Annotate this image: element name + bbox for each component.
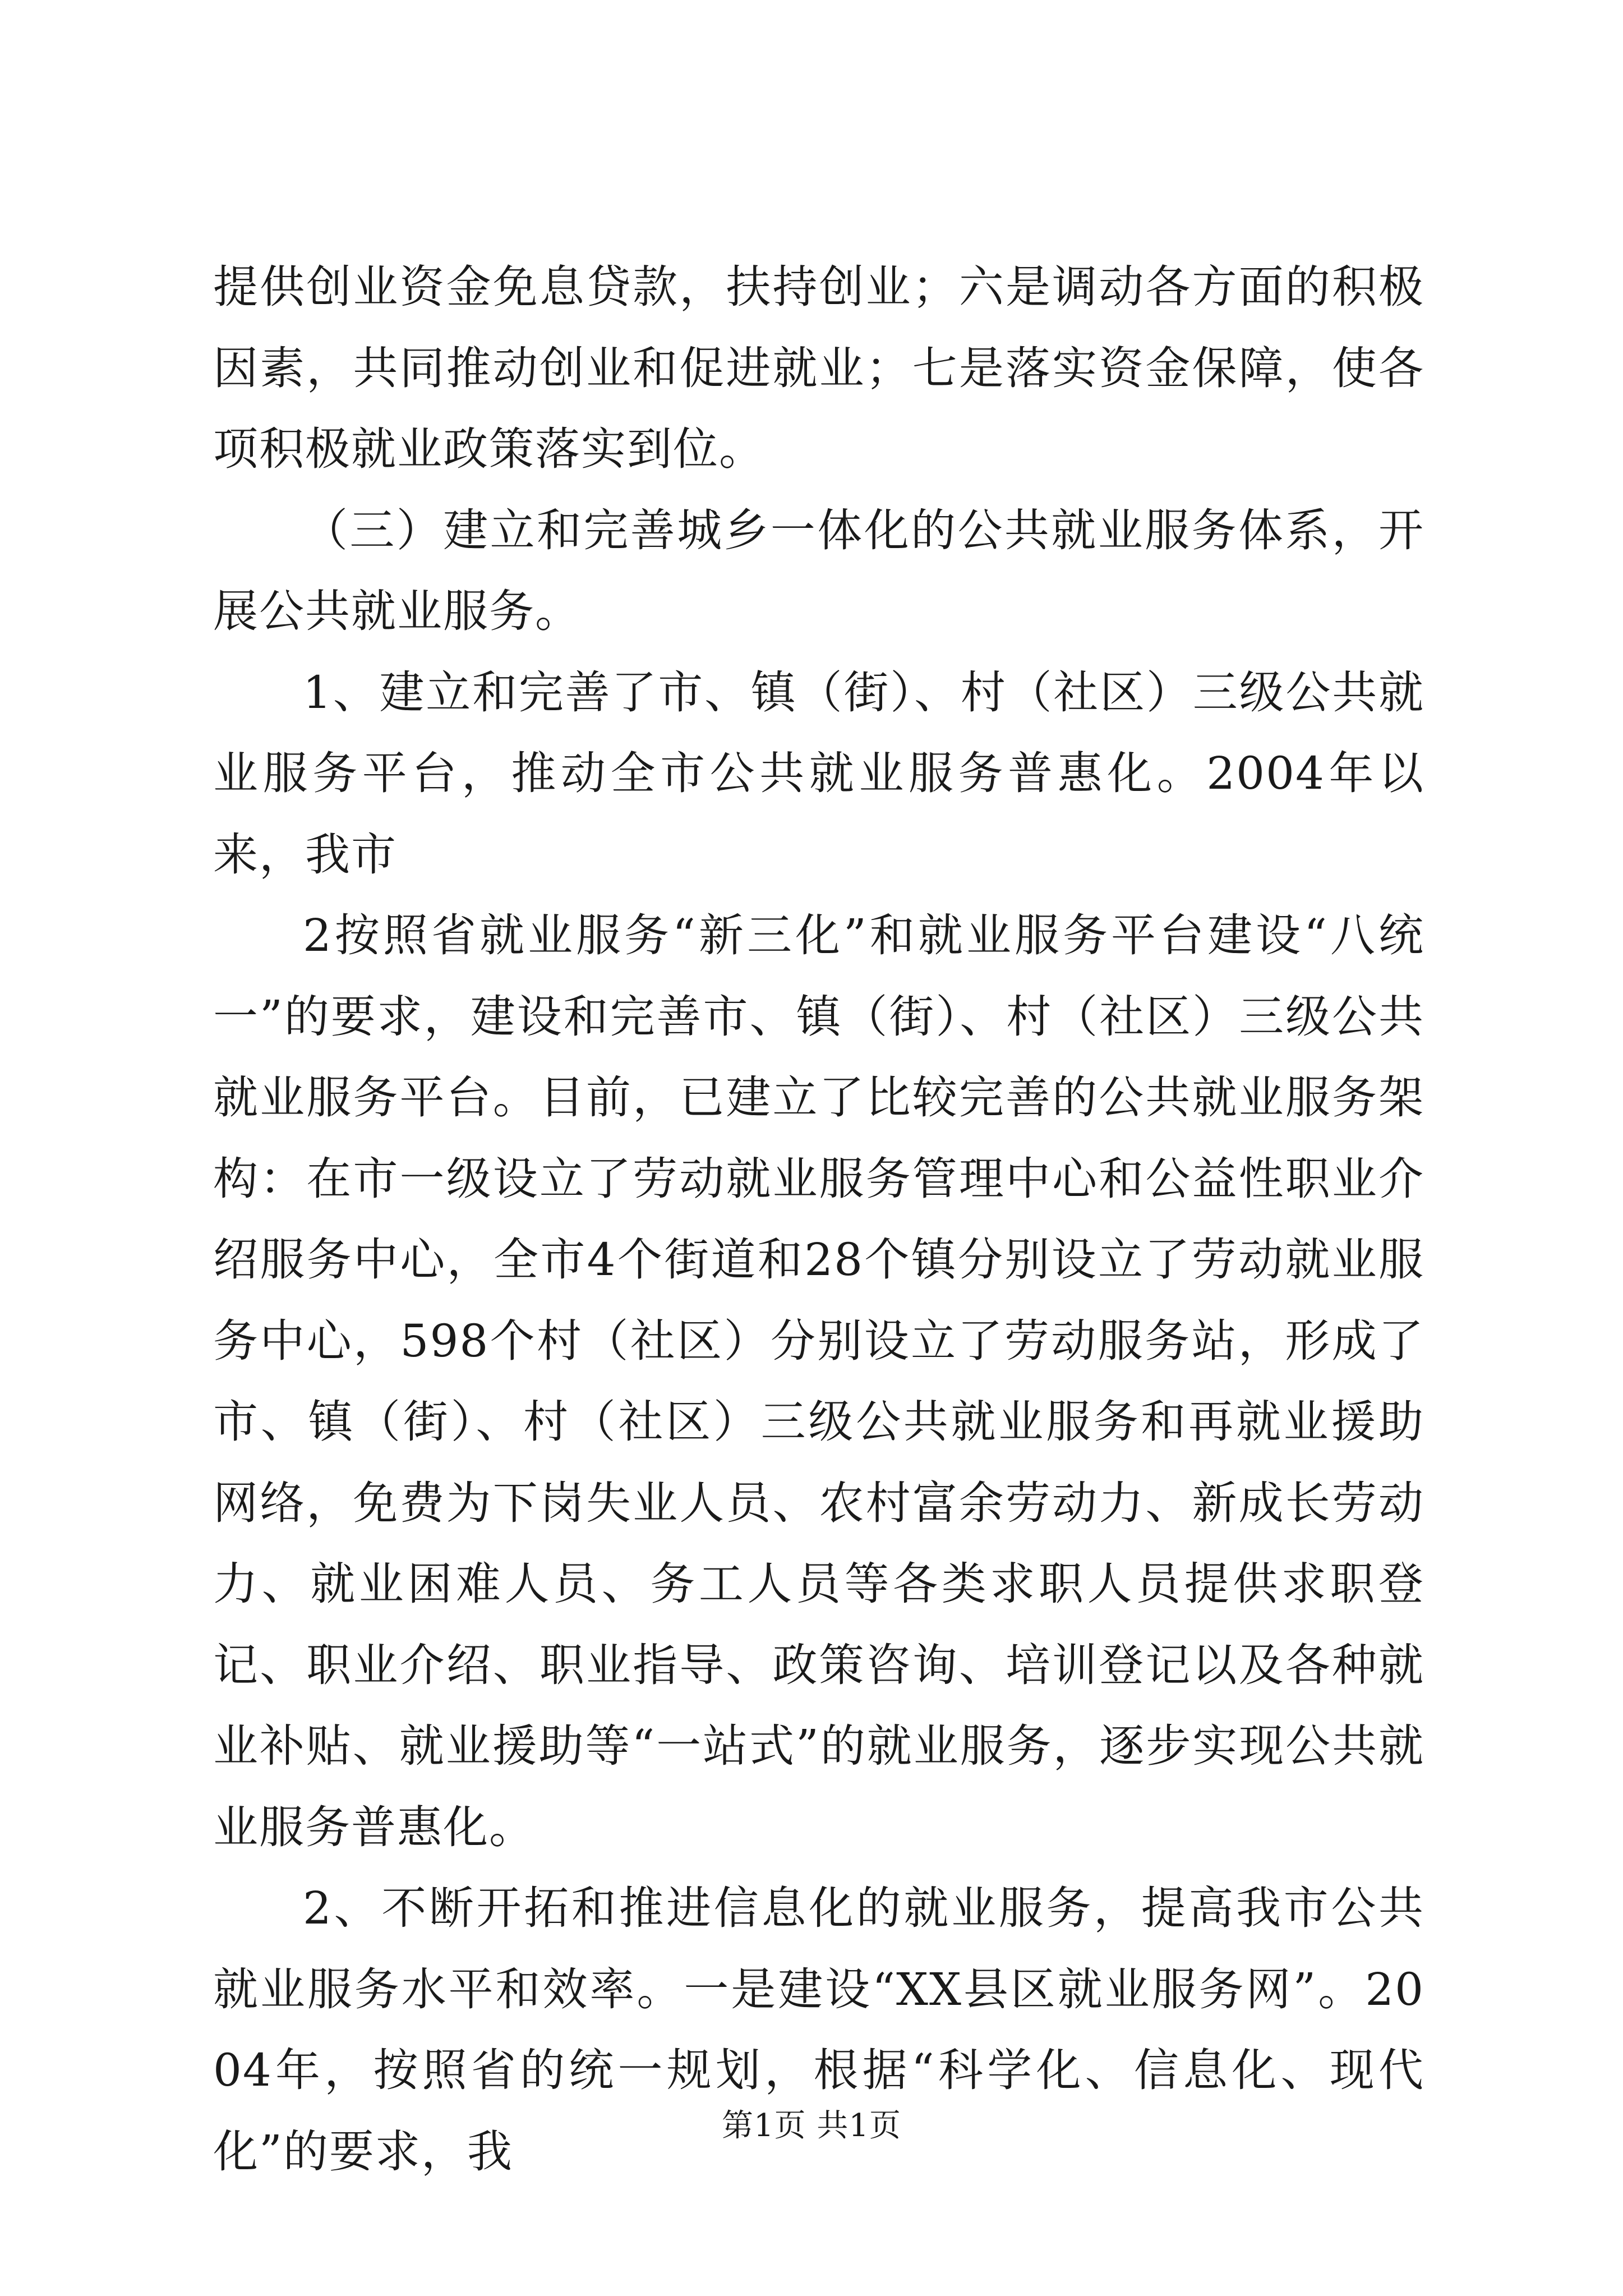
- paragraph: 提供创业资金免息贷款，扶持创业；六是调动各方面的积极因素，共同推动创业和促进就业；七是落实资金保障，使各项积极就业政策落实到位。: [213, 261, 1424, 475]
- page-footer: 第1页 共1页: [721, 2108, 902, 2144]
- paragraph: 2、不断开拓和推进信息化的就业服务，提高我市公共就业服务水平和效率。一是建设“XX县区就业服务网”。2004年，按照省的统一规划，根据“科学化、信息化、现代化”的要求，我: [213, 1882, 1424, 2178]
- document-body: [213, 247, 1424, 2192]
- paragraph: 2按照省就业服务“新三化”和就业服务平台建设“八统一”的要求，建设和完善市、镇（街）、村（社区）三级公共就业服务平台。目前，已建立了比较完善的公共就业服务架构：在市一级设立了劳动就业服务管理中心和公益性职业介绍服务中心，全市4个街道和28个镇分别设立了劳动就业服务中心，598个村（社区）分别设立了劳动服务站，形成了市、镇（街）、村（社区）三级公共就业服务和再就业援助网络，免费为下岗失业人员、农村富余劳动力、新成长劳动力、就业困难人员、务工人员等各类求职人员提供求职登记、职业介绍、职业指导、政策咨询、培训登记以及各种就业补贴、就业援助等“一站式”的就业服务，逐步实现公共就业服务普惠化。: [213, 909, 1424, 1853]
- section-heading-paragraph: （三）建立和完善城乡一体化的公共就业服务体系，开展公共就业服务。: [213, 504, 1424, 637]
- paragraph: 1、建立和完善了市、镇（街）、村（社区）三级公共就业服务平台，推动全市公共就业服务普惠化。2004年以来，我市: [213, 666, 1424, 881]
